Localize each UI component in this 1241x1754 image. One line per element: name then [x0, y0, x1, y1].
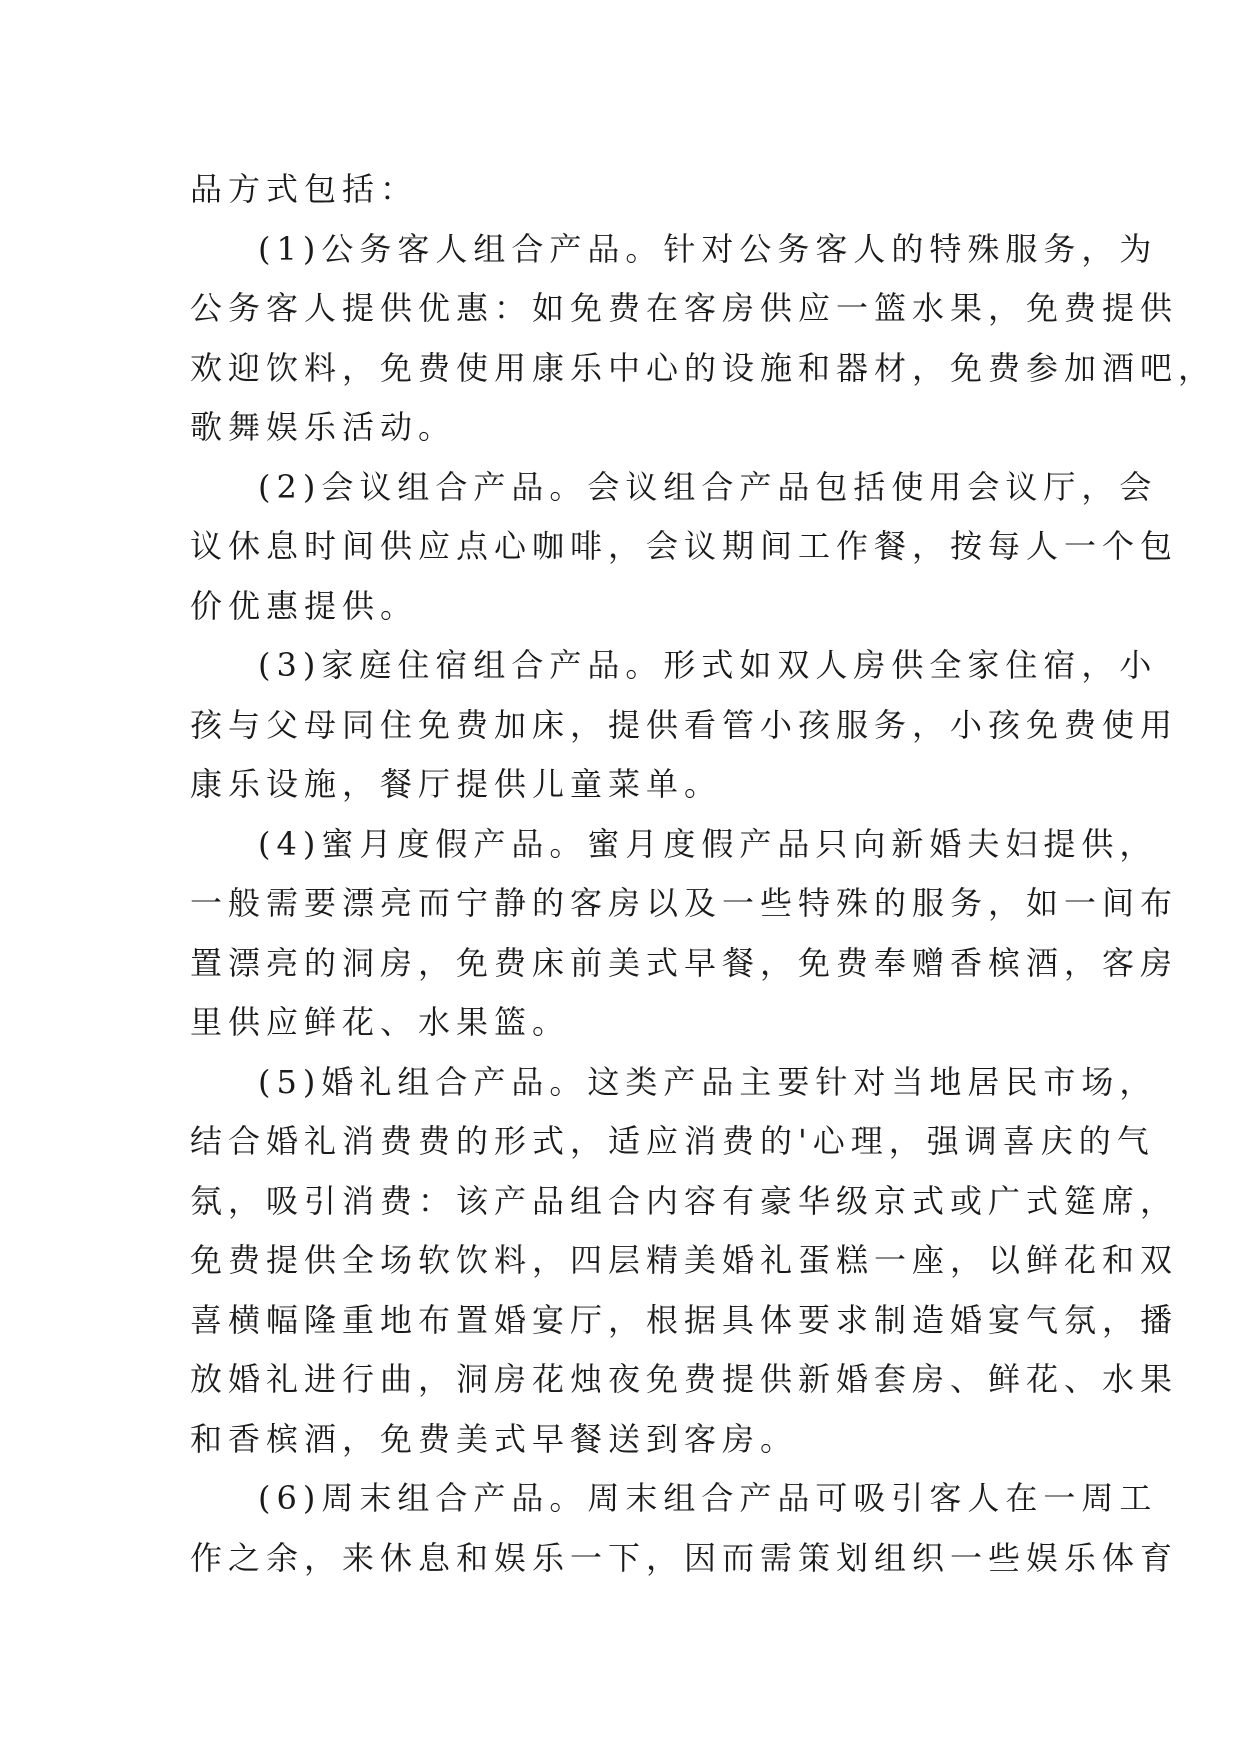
- text-line: 结合婚礼消费费的形式，适应消费的'心理，强调喜庆的气: [190, 1122, 1155, 1160]
- text-line: 欢迎饮料，免费使用康乐中心的设施和器材，免费参加酒吧，: [190, 348, 1217, 387]
- text-line: 价优惠提供。: [190, 586, 419, 625]
- paragraph-first-line: (4)蜜月度假产品。蜜月度假产品只向新婚夫妇提供，: [258, 824, 1158, 863]
- document-body: [190, 160, 1217, 1588]
- paragraph-first-line: (1)公务客人组合产品。针对公务客人的特殊服务，为: [258, 229, 1158, 268]
- text-line: 议休息时间供应点心咖啡，会议期间工作餐，按每人一个包: [190, 527, 1179, 565]
- text-line: 免费提供全场软饮料，四层精美婚礼蛋糕一座，以鲜花和双: [190, 1241, 1179, 1279]
- text-line: 康乐设施，餐厅提供儿童菜单。: [190, 765, 723, 803]
- text-line: 一般需要漂亮而宁静的客房以及一些特殊的服务，如一间布: [190, 884, 1179, 922]
- paragraph-first-line: (6)周末组合产品。周末组合产品可吸引客人在一周工: [258, 1479, 1158, 1517]
- text-line: 孩与父母同住免费加床，提供看管小孩服务，小孩免费使用: [190, 705, 1179, 744]
- paragraph-first-line: (2)会议组合产品。会议组合产品包括使用会议厅，会: [258, 467, 1158, 506]
- text-line: 公务客人提供优惠：如免费在客房供应一篮水果，免费提供: [190, 289, 1179, 327]
- text-line: 和香槟酒，免费美式早餐送到客房。: [190, 1419, 799, 1458]
- text-line: 放婚礼进行曲，洞房花烛夜免费提供新婚套房、鲜花、水果: [190, 1360, 1179, 1398]
- text-line: 作之余，来休息和娱乐一下，因而需策划组织一些娱乐体育: [190, 1538, 1179, 1577]
- text-line: 里供应鲜花、水果篮。: [190, 1003, 571, 1041]
- text-line: 歌舞娱乐活动。: [190, 408, 457, 446]
- text-line: 喜横幅隆重地布置婚宴厅，根据具体要求制造婚宴气氛，播: [190, 1300, 1179, 1339]
- text-line: 氛，吸引消费：该产品组合内容有豪华级京式或广式筵席，: [190, 1181, 1179, 1220]
- paragraph-first-line: (3)家庭住宿组合产品。形式如双人房供全家住宿，小: [258, 646, 1158, 684]
- text-line: 品方式包括：: [190, 170, 419, 208]
- paragraph-first-line: (5)婚礼组合产品。这类产品主要针对当地居民市场，: [258, 1062, 1158, 1101]
- text-line: 置漂亮的洞房，免费床前美式早餐，免费奉赠香槟酒，客房: [190, 943, 1179, 982]
